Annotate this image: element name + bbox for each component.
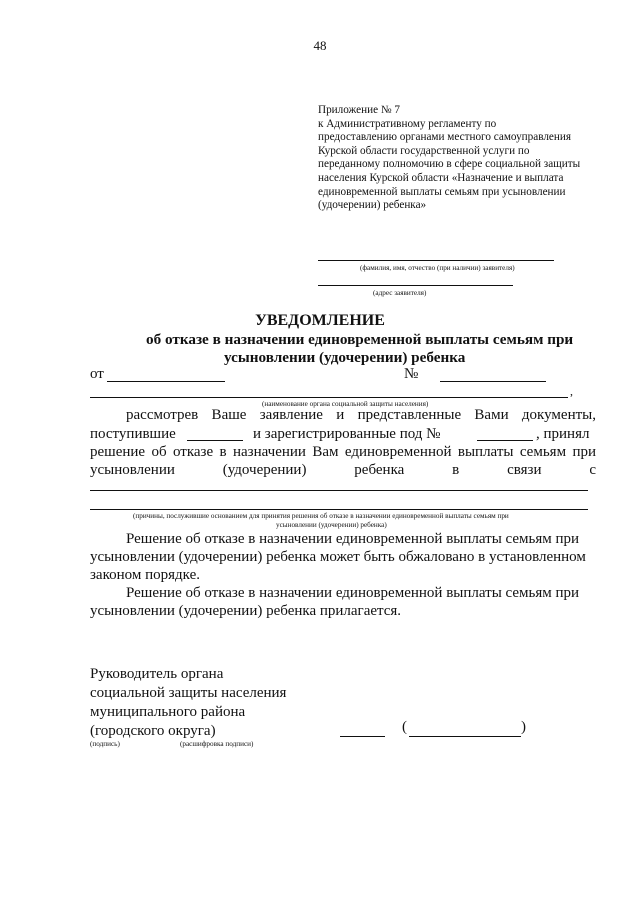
from-label: от — [90, 366, 104, 382]
annex-line: единовременной выплаты семьям при усыновлении — [318, 185, 566, 198]
signature-line: Руководитель органа — [90, 666, 224, 682]
decode-caption: (расшифровка подписи) — [180, 740, 254, 748]
annex-block — [318, 104, 608, 213]
reasons-caption-line1: (причины, послужившие основанием для принятия решения об отказе в назначении единовременной выплаты семьям при — [133, 512, 509, 520]
annex-line: переданному полномочию в сфере социальной защиты — [318, 158, 581, 171]
body-p1-line1: рассмотрев Ваше заявление и представленные Вами документы, — [126, 407, 596, 423]
body-p1-line4: усыновлении (удочерении) ребенка в связи с — [90, 462, 596, 478]
number-label: № — [404, 366, 419, 382]
annex-line: Курской области государственной услуги по — [318, 144, 530, 157]
applicant-name-caption: (фамилия, имя, отчество (при наличии) заявителя) — [360, 264, 515, 272]
signature-open-paren: ( — [402, 719, 407, 735]
body-p2-line2: усыновлении (удочерении) ребенка может быть обжаловано в установленном — [90, 549, 586, 565]
annex-line: предоставлению органами местного самоуправления — [318, 131, 572, 144]
body-p2-line1: Решение об отказе в назначении единовременной выплаты семьям при — [126, 531, 580, 547]
body-p1-line3: решение об отказе в назначении Вам единовременной выплаты семьям при — [90, 444, 596, 460]
body-p1-line2-end: , принял — [536, 426, 590, 442]
annex-line: населения Курской области «Назначение и выплата — [318, 171, 564, 184]
body-p1-line2-start: поступившие — [90, 426, 176, 442]
organ-comma: , — [570, 384, 573, 398]
page-number: 48 — [313, 38, 327, 53]
signature-line: (городского округа) — [90, 723, 216, 739]
annex-line: Приложение № 7 — [318, 104, 400, 116]
applicant-name-line — [318, 260, 554, 261]
received-date-line — [187, 440, 243, 441]
reasons-line-1 — [90, 490, 588, 491]
registration-number-line — [477, 440, 533, 441]
applicant-address-caption: (адрес заявителя) — [373, 289, 427, 297]
body-p2-line3: законом порядке. — [90, 567, 200, 583]
body-p3-line1: Решение об отказе в назначении единовременной выплаты семьям при — [126, 585, 580, 601]
body-p3-line2: усыновлении (удочерении) ребенка прилагается. — [90, 603, 402, 619]
number-line — [440, 381, 546, 382]
notice-subtitle-line2: усыновлении (удочерении) ребенка — [224, 349, 466, 366]
signature-line: муниципального района — [90, 704, 246, 720]
reasons-caption-line2: усыновлении (удочерении) ребенка) — [276, 521, 387, 529]
annex-line: (удочерении) ребенка» — [318, 199, 427, 212]
from-date-line — [107, 381, 225, 382]
applicant-address-line — [318, 285, 513, 286]
reasons-line-2 — [90, 509, 588, 510]
organ-line — [90, 397, 568, 398]
signature-block — [90, 665, 286, 741]
annex-line: к Административному регламенту по — [318, 117, 497, 130]
notice-subtitle-line1: об отказе в назначении единовременной выплаты семьям при — [146, 331, 574, 348]
body-p1-line2-middle: и зарегистрированные под № — [253, 426, 441, 442]
signature-sign-line — [340, 736, 385, 737]
signature-decode-line — [409, 736, 521, 737]
organ-caption: (наименование органа социальной защиты населения) — [262, 400, 429, 408]
signature-close-paren: ) — [521, 719, 526, 735]
sign-caption: (подпись) — [90, 740, 120, 748]
signature-line: социальной защиты населения — [90, 685, 287, 701]
notice-title: УВЕДОМЛЕНИЕ — [255, 312, 385, 329]
